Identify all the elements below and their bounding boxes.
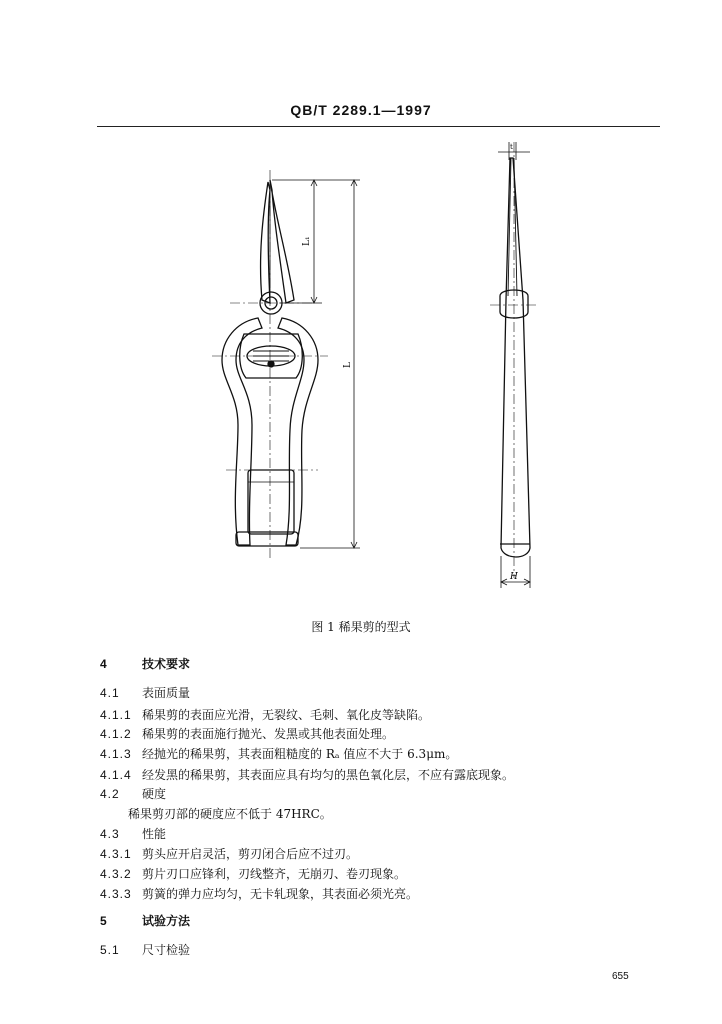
dim-label-t: t (510, 143, 513, 151)
page-number: 655 (612, 971, 629, 982)
clause-line: 4.1.3 经抛光的稀果剪，其表面粗糙度的 Rₐ 值应不大于 6.3μm。 (100, 747, 458, 761)
clause-line: 4.3 性能 (100, 827, 167, 841)
handle-right (278, 318, 318, 545)
grip-sleeve (248, 470, 294, 534)
section-heading: 4 技术要求 (100, 657, 191, 671)
clause-line: 稀果剪刃部的硬度应不低于 47HRC。 (128, 807, 332, 821)
dim-label-l: L (343, 362, 353, 368)
clause-line: 4.3.1 剪头应开启灵活，剪刃闭合后应不过刃。 (100, 847, 359, 861)
section-heading: 5 试验方法 (100, 914, 191, 928)
clause-line: 4.2 硬度 (100, 787, 167, 801)
clause-line: 4.3.3 剪簧的弹力应均匀，无卡轧现象，其表面必须光亮。 (100, 887, 419, 901)
blade-right (270, 180, 294, 303)
standard-header: QB/T 2289.1—1997 (290, 102, 432, 118)
clause-line: 4.1.4 经发黑的稀果剪，其表面应具有均匀的黑色氧化层，不应有露底现象。 (100, 768, 515, 782)
clause-line: 4.1 表面质量 (100, 686, 191, 700)
handle-left (222, 318, 262, 545)
figure-caption: 图 1 稀果剪的型式 (311, 620, 411, 634)
clause-line: 4.1.2 稀果剪的表面施行抛光、发黑或其他表面处理。 (100, 727, 395, 741)
clause-line: 4.1.1 稀果剪的表面应光滑，无裂纹、毛刺、氧化皮等缺陷。 (100, 708, 431, 722)
shears-front-view (212, 170, 328, 560)
clause-line: 5.1 尺寸检验 (100, 943, 191, 957)
dim-label-l1: L₁ (302, 236, 312, 246)
dim-label-h: H (510, 572, 518, 582)
clause-line: 4.3.2 剪片刃口应锋利，刃线整齐，无崩刃、卷刃现象。 (100, 867, 407, 881)
shears-side-view (490, 142, 538, 578)
blade-left (261, 182, 270, 303)
